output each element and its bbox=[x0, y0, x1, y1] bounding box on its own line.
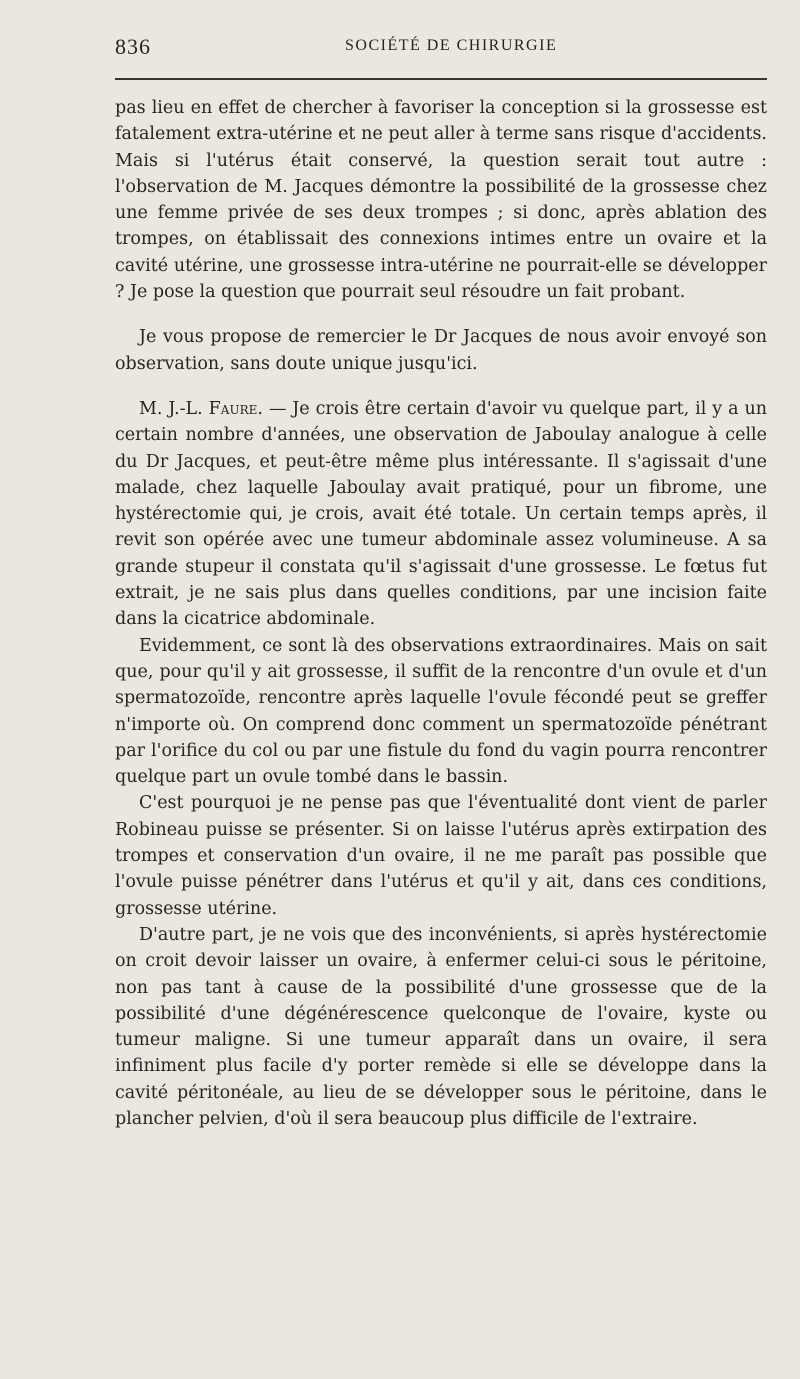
paragraph-faure bbox=[115, 396, 767, 633]
header-rule bbox=[115, 78, 767, 80]
body-text bbox=[115, 95, 767, 1132]
paragraph-continued: pas lieu en effet de chercher à favoriser la conception si la grossesse est fatalement extra-utérine et ne peut aller à terme sans risque d'accidents. Mais si l'utérus était conservé, la question serait tout autre : l'observation de M. Jacques démontre la possibilité de la grossesse chez une femme privée de ses deux trompes ; si donc, après ablation des trompes, on établissait des connexions intimes entre un ovaire et la cavité utérine, une grossesse intra-utérine ne pourrait-elle se développer ? Je pose la question que pourrait seul résoudre un fait probant. bbox=[115, 98, 767, 303]
paragraph-robineau: C'est pourquoi je ne pense pas que l'éventualité dont vient de parler Robineau puisse se présenter. Si on laisse l'utérus après extirpation des trompes et conservation d'un ovaire, il ne me paraît pas possible que l'ovule puisse pénétrer dans l'utérus et qu'il y ait, dans ces conditions, grossesse utérine. bbox=[115, 793, 767, 919]
paragraph-observations: Evidemment, ce sont là des observations extraordinaires. Mais on sait que, pour qu'il y ait grossesse, il suffit de la rencontre d'un ovule et d'un spermatozoïde, rencontre après laquelle l'ovule fécondé peut se greffer n'importe où. On comprend donc comment un spermatozoïde pénétrant par l'orifice du col ou par une fistule du fond du vagin pourra rencontrer quelque part un ovule tombé dans le bassin. bbox=[115, 635, 767, 788]
page-header bbox=[115, 34, 765, 62]
speaker-remark: — Je crois être certain d'avoir vu quelque part, il y a un certain nombre d'années, une observation de Jaboulay analogue à celle du Dr Jacques, et peut-être même plus intéressante. Il s'agissait d'une malade, chez laquelle Jaboulay avait pratiqué, pour un fibrome, une hystérectomie qui, je crois, avait été totale. Un certain temps après, il revit son opérée avec une tumeur abdominale assez volumineuse. A sa grande stupeur il constata qu'il s'agissait d'une grossesse. Le fœtus fut extrait, je ne sais plus dans quelles conditions, par une incision faite dans la cicatrice abdominale. bbox=[115, 398, 767, 630]
paragraph-ovary: D'autre part, je ne vois que des inconvénients, si après hystérectomie on croit devoir laisser un ovaire, à enfermer celui-ci sous le péritoine, non pas tant à cause de la possibilité d'une grossesse que de la possibilité d'une dégénérescence quelconque de l'ovaire, kyste ou tumeur maligne. Si une tumeur apparaît dans un ovaire, il sera infiniment plus facile d'y porter remède si elle se développe dans la cavité péritonéale, au lieu de se développer sous le péritoine, dans le plancher pelvien, d'où il sera beaucoup plus difficile de l'extraire. bbox=[115, 924, 767, 1129]
page-number: 836 bbox=[115, 34, 151, 59]
speaker-name: M. J.-L. Faure. bbox=[139, 398, 263, 419]
running-head: SOCIÉTÉ DE CHIRURGIE bbox=[345, 37, 558, 54]
paragraph-proposal: Je vous propose de remercier le Dr Jacques de nous avoir envoyé son observation, sans doute unique jusqu'ici. bbox=[115, 327, 767, 374]
